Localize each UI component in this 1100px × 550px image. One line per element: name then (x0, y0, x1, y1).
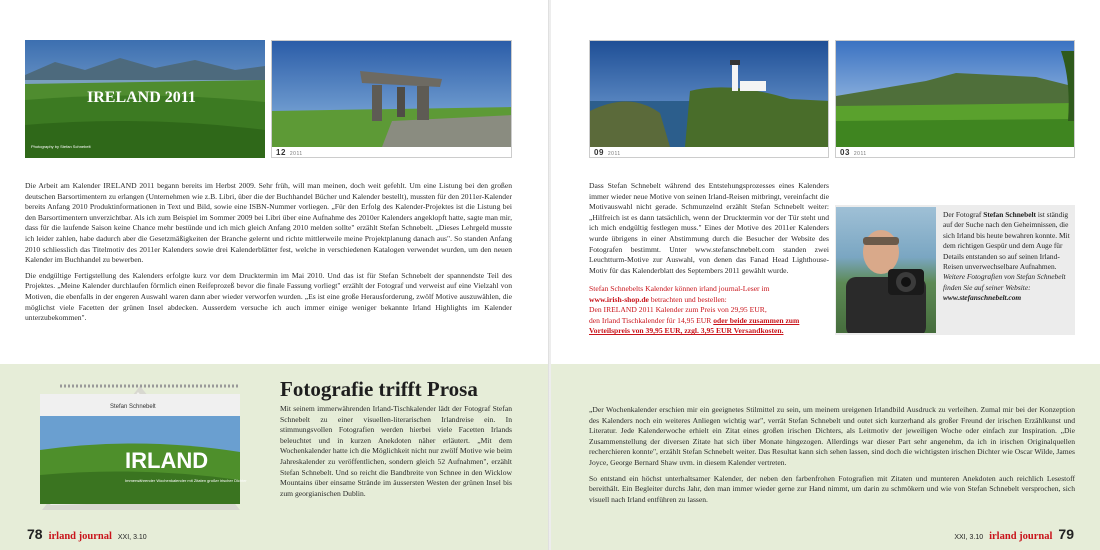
paragraph: Die Arbeit am Kalender IRELAND 2011 begann bereits im Herbst 2009. Sehr früh, will man meinen, doch weit gefehlt. Um eine Listung bei den großen deutschen Barsortimentern zu erlangen (Unternehmen wie z.B. Libri, über die der Buchhandel Bücher und Kalender bestellt), mussten für den 2011er-Kalender bereits Anfang 2010 Produktinformationen in Text und Bild, sowie eine ISBN-Nummer vorliegen. „Für den Erfolg des Kalender-Projektes ist die Listung bei den Barsortimentern unverzichtbar. Als ich zum Beispiel im Sommer 2009 bei Libri über eine Aufnahme des 2010er Kalenders angeklopft hatte, sagte man mir, dass für die laufende Saison keine Chance mehr bestünde und ich mich gleich Anfang 2010 melden sollte" erzählt Stefan Schnebelt. „Dieses Lehrgeld musste ich leider zahlen, habe dadurch aber die Gesetzmäßigkeiten der Branche gelernt und richte mittlerweile meine Projektplanung danach aus". So standen Anfang 2010 schliesslich das Titelmotiv des 2011er Kalenders sowie drei Kalenderblätter fest, welche in verschiedenen Katalogen verwendet wurden, um den neuen Kalender im Buchhandel zu bewerben. (25, 181, 512, 265)
issue-number: XXI, 3.10 (954, 534, 984, 541)
issue-number: XXI, 3.10 (117, 534, 147, 541)
calendar-title: IRLAND (125, 448, 209, 473)
calendar-caption: 03 2011 (840, 148, 867, 157)
folio-left (27, 526, 147, 542)
vote-paragraph: Dass Stefan Schnebelt während des Entstehungsprozesses eines Kalenders immer wieder neue Motive von seinen Irland-Reisen mitbringt, vereinfacht die Motivauswahl nicht gerade. Schmunzelnd erzählt Stefan Schnebelt weiter: „Hilfreich ist es dann tatsächlich, wenn der Drucktermin vor der Tür steht und ich mich endgültig festlegen muss." Eines der Motive des 2011er Kalenders wurde übrigens in einer Abstimmung durch die Besucher der Website des Fotografen bestimmt. Unter www.stefanschnebelt.com standen zwei Leuchtturm-Motive zur Auswahl, von denen das Fanad Head Lighthouse-Motiv für das Kalenderblatt des Septembers 2011 gewählt wurde. (589, 181, 829, 275)
dolmen-calendar-page (271, 40, 512, 158)
dolmen-image (272, 41, 512, 147)
calendar-caption: 12 2011 (276, 148, 303, 157)
calendar-cover-photo (25, 40, 265, 158)
lighthouse-calendar-page (589, 40, 829, 158)
paragraph: Die endgültige Fertigstellung des Kalenders erfolgte kurz vor dem Drucktermin im Mai 2010. Und das ist für Stefan Schnebelt der spannendste Teil des Projektes. „Meine Kalender durchlaufen förmlich einen Reifeprozeß bevor die finale Fassung vorliegt" erzählt der Fotograf und verweist auf eine Vielzahl von Motiven, die ebenfalls in der engeren Auswahl waren dann aber wieder verworfen wurden. „Es ist eine große Herausforderung, zwölf Motive auszuwählen, die möglichst viele Facetten der grünen Insel abdecken. Ausserdem versuche ich auch immer einige weniger bekannte Irland Highlights im Kalender unterzubekommen". (25, 270, 512, 323)
folio-right (954, 526, 1074, 542)
mountain-calendar-page (835, 40, 1075, 158)
paragraph: Mit seinem immerwährenden Irland-Tischkalender lädt der Fotograf Stefan Schnebelt zu einer visuellen-literarischen Irlandreise ein. In stimmungsvollen Fotografien werden hierbei viele Facetten Irlands beleuchtet und in kurzen Anekdoten näher erläutert. „Mit dem Wochenkalender hatte ich die Möglichkeit nicht nur zwölf Motive wie beim Jahreskalender zu veröffentlichen, sondern gleich 52 Aufnahmen", erzählt Stefan Schnebelt. Und so reicht die Bandbreite von Schnee in den Wicklow Mountains über einsame Strände im äussersten Westen der grünen Insel bis zum georgianischen Dublin. (280, 404, 512, 498)
landscape-image (25, 40, 265, 158)
paragraph: „Der Wochenkalender erschien mir ein geeignetes Stilmittel zu sein, um meinem ureigenen Irlandbild Ausdruck zu verleihen. Zumal mir bei der Konzeption des Kalenders noch ein weiteres Anliegen wichtig war", verrät Stefan Schnebelt und outet sich kurzerhand als großer Freund der irischen Erzählkunst und Literatur. Jede Kalenderwoche erhielt ein Zitat eines großen irischen Dichters, als Leitmotiv der jeweiligen Woche oder einfach zur Inspiration. „Die Zusammenstellung der diversen Zitate hat sich über Monate hingezogen. Allerdings war dieser Part sehr angenehm, da ich in irischen Originalquellen recherchieren konnte", erzählt Stefan Schnebelt weiter. Das Resultat kann sich sehen lassen, sind doch die wichtigsten irischen Dichter wie Oscar Wilde, James Joyce, George Bernard Shaw uvm. in diesem Kalender vertreten. (589, 405, 1075, 467)
overlay-title: IRELAND 2011 (87, 89, 196, 106)
lower-text (589, 405, 1075, 510)
photographer-portrait (836, 207, 936, 333)
calendar-author: Stefan Schnebelt (110, 404, 156, 410)
overlay-subtitle: Photography by Stefan Schnebelt (31, 144, 91, 149)
calendar-caption: 09 2011 (594, 148, 621, 157)
magazine-name: irland journal (48, 531, 112, 542)
paragraph: So entstand ein höchst unterhaltsamer Kalender, der neben den farbenfrohen Fotografien mit Zitaten und munteren Anekdoten auch reichlich Lesestoff bereithält. Ein Begleiter durchs Jahr, den man immer wieder gerne zur Hand nimmt, um darin zu schmökern und wie von Stefan Schnebelt versprochen, sich visuell nach Irland entführen zu lassen. (589, 473, 1075, 504)
irish-shop-link[interactable]: www.irish-shop.de (589, 294, 649, 304)
article-headline: Fotografie trifft Prosa (280, 377, 478, 401)
lighthouse-image (590, 41, 829, 147)
prosa-text (280, 404, 512, 504)
page-number: 79 (1058, 526, 1074, 542)
desk-calendar-image (30, 380, 250, 520)
sidebar-text: Der Fotograf Stefan Schnebelt ist ständig auf der Suche nach den Geheimnissen, die sich Irland bis heute bewahren konnte. Mit dem richtigen Gespür und dem Auge für Details entstanden so auf seinen Irland-Reisen unverwechselbare Aufnahmen. Weitere Fotografien von Stefan Schnebelt finden Sie auf seiner Website: www.stefanschnebelt.com (943, 210, 1070, 303)
mountain-image (836, 41, 1075, 147)
order-info: Stefan Schnebelts Kalender können irland journal-Leser im www.irish-shop.de betrachten und bestellen: Den IRELAND 2011 Kalender zum Preis von 29,95 EUR, den Irland Tischkalender für 14,95 EUR oder beide zusammen zum Vorteilspreis von 39,95 EUR, zzgl. 3,95 EUR Versandkosten. (589, 284, 800, 336)
photographer-image (836, 207, 936, 333)
magazine-name: irland journal (989, 531, 1053, 542)
calendar-subtitle: Immerwährender Wochenkalender mit Zitaten großer irischer Dichter (125, 478, 247, 483)
page-number: 78 (27, 526, 43, 542)
intro-text (25, 181, 512, 329)
left-page (0, 0, 549, 550)
website-link[interactable]: www.stefanschnebelt.com (943, 293, 1022, 303)
